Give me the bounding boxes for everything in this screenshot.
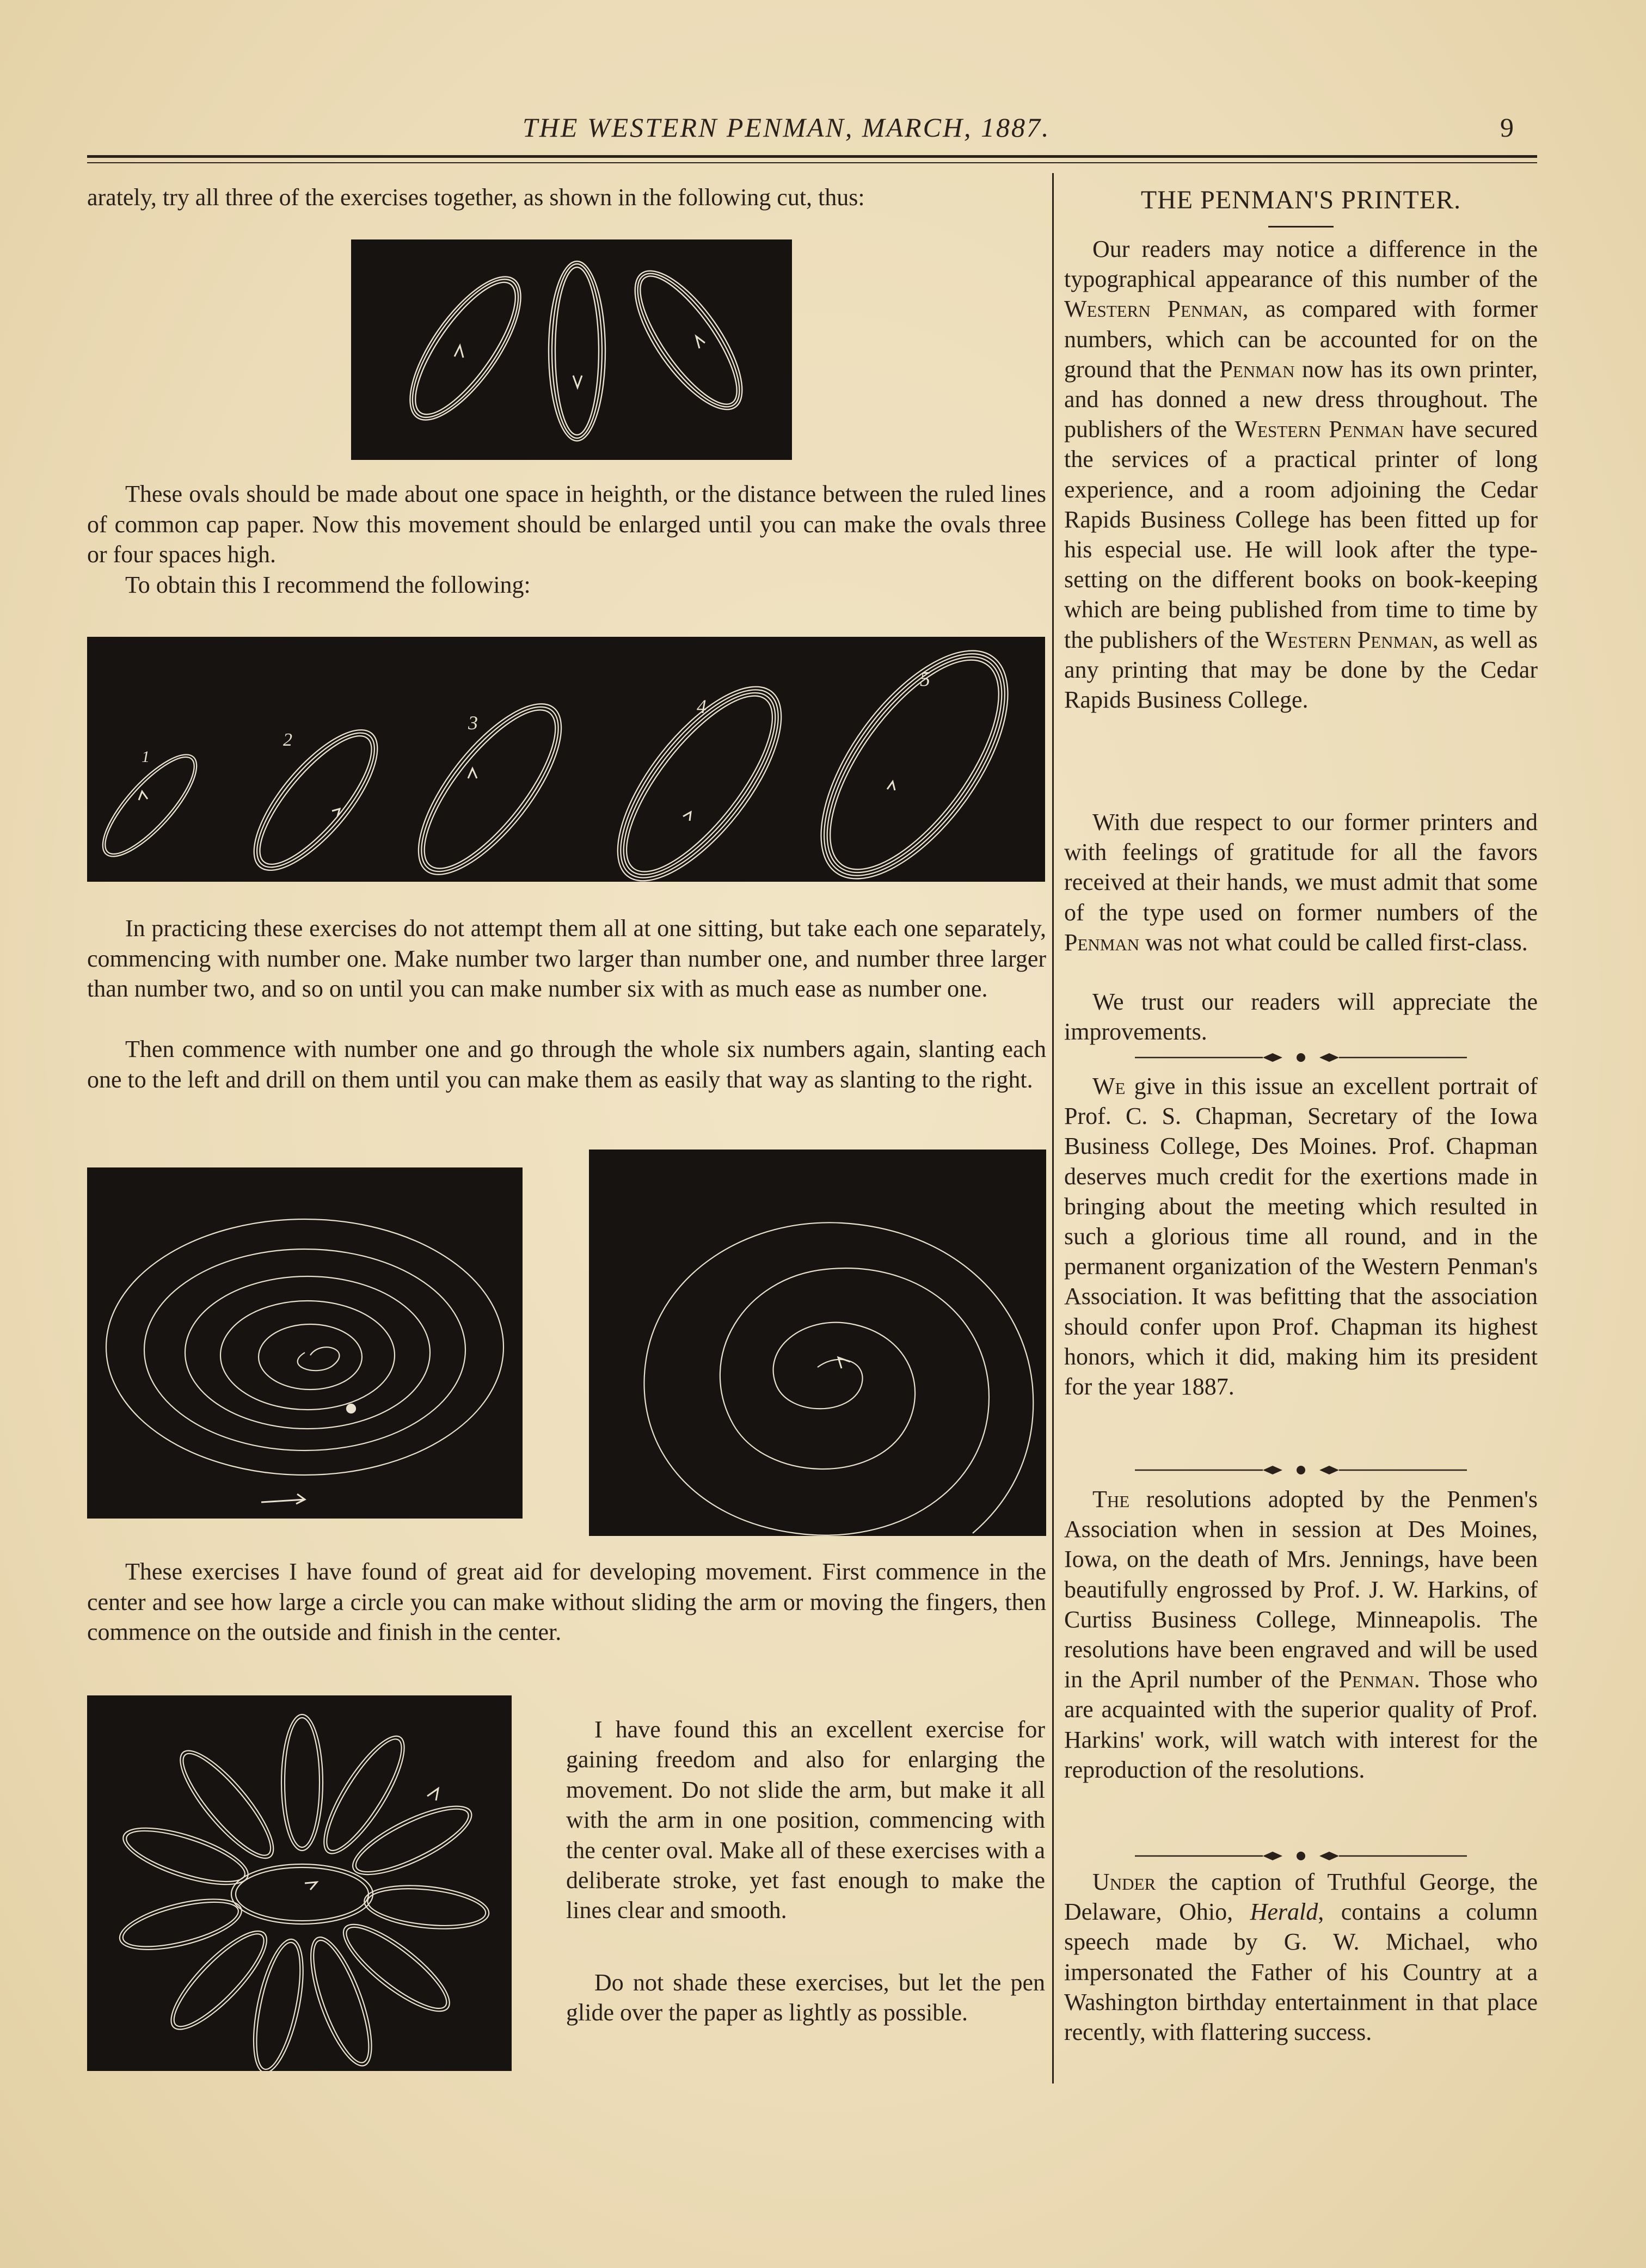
header-rule-thin	[87, 162, 1537, 163]
oval-number: 1	[142, 748, 150, 766]
left-paragraph-4: In practicing these exercises do not attempt them all at one sitting, but take each one separately, commencing with number one. Make number two larger than number one, and number three larger than number two, and so on until you can make number six with as much ease as number one.	[87, 915, 1046, 1002]
left-paragraph-2: These ovals should be made about one space in heighth, or the distance between the ruled lines of common cap paper. Now this movement should be enlarged until you can make the ovals three or four spaces high.	[87, 481, 1046, 568]
oval-number: 4	[697, 696, 707, 717]
three-ovals-engraving	[351, 239, 792, 460]
running-header: THE WESTERN PENMAN, MARCH, 1887.	[523, 112, 1051, 143]
right-article-portrait: We give in this issue an excellent portrait of Prof. C. S. Chapman, Secretary of the Iowa Business College, Des Moines. Prof. Chapman deserves much credit for the exertions made in bringing about the meeting which resulted in such a glorious time all round, and in the permanent organization of the Western Penman's Association. It was befitting that the association should confer upon Prof. Chapman its highest honors, which it did, making him its president for the year 1887.	[1064, 1073, 1538, 1400]
left-paragraph-6: These exercises I have found of great aid for developing movement. First commence in the center and see how large a circle you can make without sliding the arm or moving the fingers, then commence on the outside and finish in the center.	[87, 1558, 1046, 1645]
section-heading: THE PENMAN'S PRINTER.	[1140, 186, 1461, 214]
right-article-1: Our readers may notice a difference in the typographical appearance of this number of the Western Penman, as compared with former numbers, which can be accounted for on the ground that the Penman now has its own printer, and has donned a new dress throughout. The publishers of the Western Penman have secured the services of a practical printer of long experience, and a room adjoining the Cedar Rapids Business College has been fitted up for his especial use. He will look after the type-setting on the different books on book-keeping which are being published from time to time by the publishers of the Western Penman, as well as any printing that may be done by the Cedar Rapids Business College.	[1064, 236, 1538, 714]
petal-ovals-engraving	[87, 1695, 512, 2071]
right-article-resolutions: The resolutions adopted by the Penmen's Association when in session at Des Moines, Iowa, on the death of Mrs. Jennings, have been beautifully engrossed by Prof. J. W. Harkins, of Curtiss Business College, Minneapolis. The resolutions have been engraved and will be used in the April number of the Penman. Those who are acquainted with the superior quality of Prof. Harkins' work, will watch with interest for the reproduction of the resolutions.	[1064, 1486, 1538, 1783]
header-rule-thick	[87, 155, 1537, 158]
five-ovals-engraving	[87, 637, 1045, 882]
right-article-3: We trust our readers will appreciate the improvements.	[1064, 988, 1538, 1046]
oval-number: 3	[468, 712, 478, 734]
right-article-2: With due respect to our former printers and with feelings of gratitude for all the favors received at their hands, we must admit that some of the type used on former numbers of the Penman was not what could be called first-class.	[1064, 809, 1538, 956]
ornament-separator	[1135, 1848, 1467, 1864]
left-paragraph-5: Then commence with number one and go through the whole six numbers again, slanting each one to the left and drill on them until you can make them as easily that way as slanting to the right.	[87, 1036, 1046, 1093]
oval-number: 5	[920, 668, 930, 691]
heading-underline	[1268, 226, 1334, 228]
left-paragraph-8: Do not shade these exercises, but let the pen glide over the paper as lightly as possible.	[566, 1969, 1045, 2026]
spiral-engraving	[589, 1150, 1046, 1536]
column-divider	[1052, 173, 1054, 2083]
page-number: 9	[1500, 112, 1514, 143]
oval-number: 2	[283, 730, 292, 750]
ornament-separator	[1135, 1462, 1467, 1478]
right-article-truthful-george: Under the caption of Truthful George, the Delaware, Ohio, Herald, contains a column speech made by G. W. Michael, who impersonated the Father of his Country at a Washington birthday entertainment in that place recently, with flattering success.	[1064, 1869, 1538, 2046]
circle-spiral-engraving	[87, 1167, 523, 1519]
left-paragraph-1: arately, try all three of the exercises together, as shown in the following cut, thus:	[87, 184, 865, 211]
ornament-separator	[1135, 1049, 1467, 1066]
left-paragraph-7: I have found this an excellent exercise for gaining freedom and also for enlarging the movement. Do not slide the arm, but make it all with the arm in one position, commencing with the center oval. Make all of these exercises with a deliberate stroke, yet fast enough to make the lines clear and smooth.	[566, 1716, 1045, 1924]
left-paragraph-3: To obtain this I recommend the following:	[125, 571, 531, 598]
